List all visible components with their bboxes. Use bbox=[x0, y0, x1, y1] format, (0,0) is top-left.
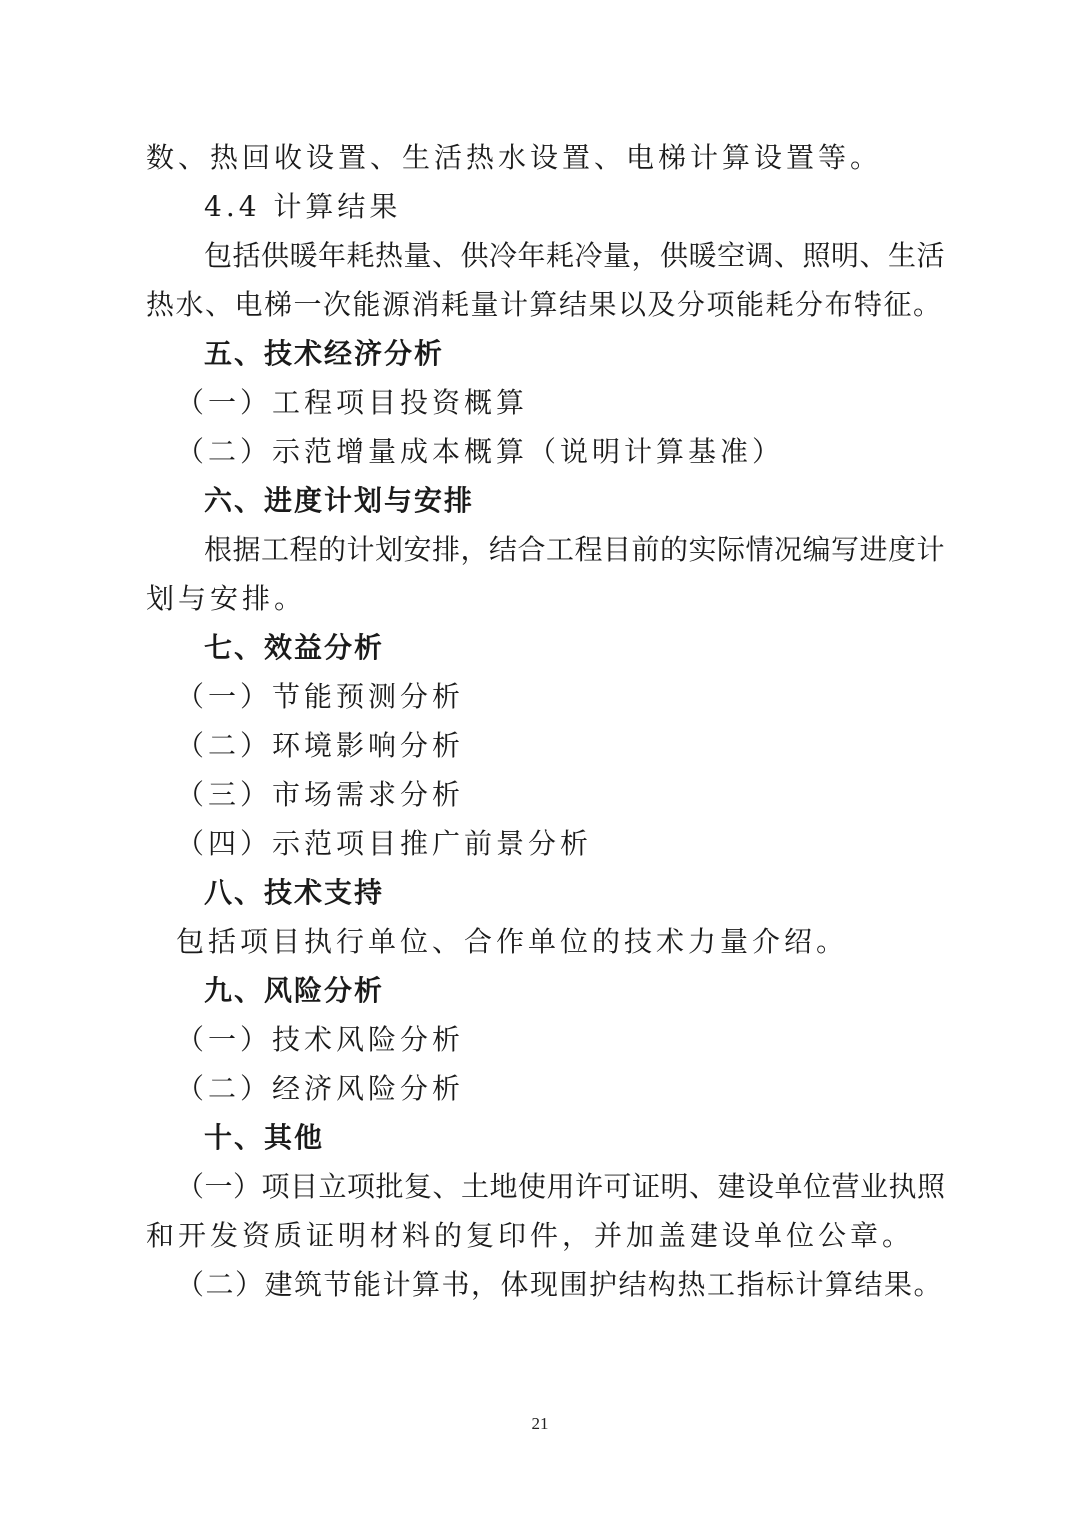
list-item: （二）示范增量成本概算（说明计算基准） bbox=[176, 435, 785, 468]
list-item: （一）节能预测分析 bbox=[176, 680, 465, 713]
page-number: 21 bbox=[531, 1414, 549, 1433]
body-text-line: 根据工程的计划安排，结合工程目前的实际情况编写进度计 bbox=[204, 533, 946, 566]
section-heading: 七、效益分析 bbox=[204, 631, 385, 664]
list-item: （一）项目立项批复、土地使用许可证明、建设单位营业执照 bbox=[176, 1170, 946, 1203]
body-text-line: 数、热回收设置、生活热水设置、电梯计算设置等。 bbox=[146, 141, 883, 174]
list-item: （四）示范项目推广前景分析 bbox=[176, 827, 593, 860]
body-text-line: 包括供暖年耗热量、供冷年耗冷量，供暖空调、照明、生活 bbox=[204, 239, 946, 272]
list-item: （一）技术风险分析 bbox=[176, 1023, 465, 1056]
body-text-line: 热水、电梯一次能源消耗量计算结果以及分项能耗分布特征。 bbox=[146, 288, 943, 321]
section-heading: 八、技术支持 bbox=[204, 876, 385, 909]
list-item: （二）环境影响分析 bbox=[176, 729, 465, 762]
list-item: （三）市场需求分析 bbox=[176, 778, 465, 811]
section-heading: 六、进度计划与安排 bbox=[204, 484, 475, 517]
subsection-heading: 4.4 计算结果 bbox=[204, 190, 402, 223]
section-heading: 九、风险分析 bbox=[204, 974, 385, 1007]
list-item: （二）建筑节能计算书，体现围护结构热工指标计算结果。 bbox=[176, 1268, 944, 1301]
body-text-line: 和开发资质证明材料的复印件，并加盖建设单位公章。 bbox=[146, 1219, 915, 1252]
list-item: （一）工程项目投资概算 bbox=[176, 386, 529, 419]
section-heading: 五、技术经济分析 bbox=[204, 337, 445, 370]
section-heading: 十、其他 bbox=[204, 1121, 325, 1154]
body-text-line: 划与安排。 bbox=[146, 582, 307, 615]
body-text-line: 包括项目执行单位、合作单位的技术力量介绍。 bbox=[176, 925, 849, 958]
list-item: （二）经济风险分析 bbox=[176, 1072, 465, 1105]
